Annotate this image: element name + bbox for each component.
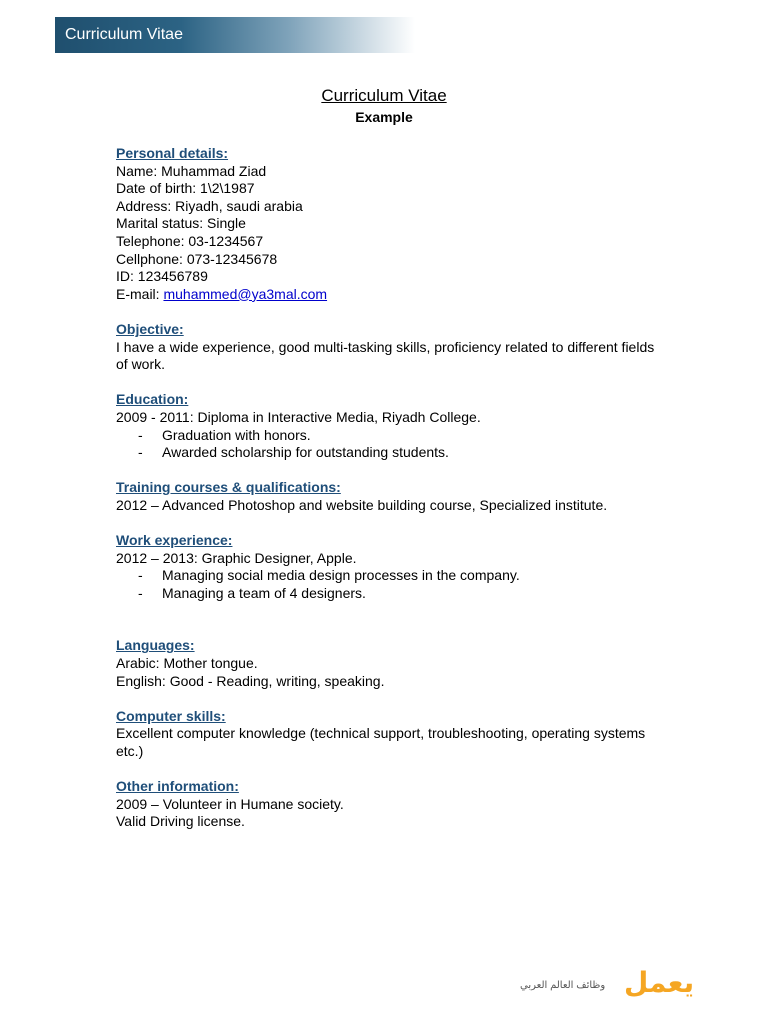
personal-address: Address: Riyadh, saudi arabia (116, 197, 303, 214)
work-bullet: - Managing a team of 4 designers. (138, 584, 366, 601)
training-entry: 2012 – Advanced Photoshop and website building course, Specialized institute. (116, 496, 608, 513)
footer-tagline: وظائف العالم العربي (520, 980, 606, 991)
personal-name: Name: Muhammad Ziad (116, 162, 267, 179)
computer-skills-heading: Computer skills: (116, 707, 226, 724)
personal-telephone: Telephone: 03-1234567 (116, 232, 264, 249)
other-info-line: 2009 – Volunteer in Humane society. (116, 795, 344, 812)
personal-marital: Marital status: Single (116, 215, 246, 232)
email-label: E-mail: (116, 285, 164, 302)
language-line: English: Good - Reading, writing, speaking. (116, 672, 385, 689)
personal-details-heading: Personal details: (116, 145, 229, 161)
email-link[interactable]: muhammed@ya3mal.com (163, 285, 328, 302)
document-title: Curriculum Vitae (321, 86, 447, 105)
footer-logo (520, 966, 710, 1006)
education-bullet: - Awarded scholarship for outstanding students. (138, 444, 449, 461)
personal-cellphone: Cellphone: 073-12345678 (116, 250, 278, 267)
objective-text: I have a wide experience, good multi-tasking skills, proficiency related to different fields of work. (116, 338, 655, 373)
objective-heading: Objective: (116, 320, 184, 337)
header-band-label: Curriculum Vitae (65, 26, 183, 43)
brand-logo-icon: يعمل (624, 967, 695, 998)
computer-skills-text: Excellent computer knowledge (technical support, troubleshooting, operating systems etc.) (116, 725, 646, 759)
education-bullet: - Graduation with honors. (138, 426, 311, 443)
work-heading: Work experience: (116, 532, 233, 549)
document-subtitle: Example (355, 109, 413, 125)
language-line: Arabic: Mother tongue. (116, 655, 258, 672)
education-entry: 2009 - 2011: Diploma in Interactive Media, Riyadh College. (116, 408, 481, 425)
languages-heading: Languages: (116, 637, 195, 654)
other-info-line: Valid Driving license. (116, 813, 245, 830)
work-bullet: - Managing social media design processes in the company. (138, 567, 520, 584)
other-info-heading: Other information: (116, 778, 239, 795)
header-band (55, 17, 415, 53)
training-heading: Training courses & qualifications: (116, 479, 341, 496)
personal-dob: Date of birth: 1\2\1987 (116, 180, 255, 197)
personal-email-row (116, 286, 656, 304)
personal-id: ID: 123456789 (116, 268, 208, 285)
cv-content (116, 145, 656, 831)
education-heading: Education: (116, 391, 189, 408)
work-entry: 2012 – 2013: Graphic Designer, Apple. (116, 549, 357, 566)
